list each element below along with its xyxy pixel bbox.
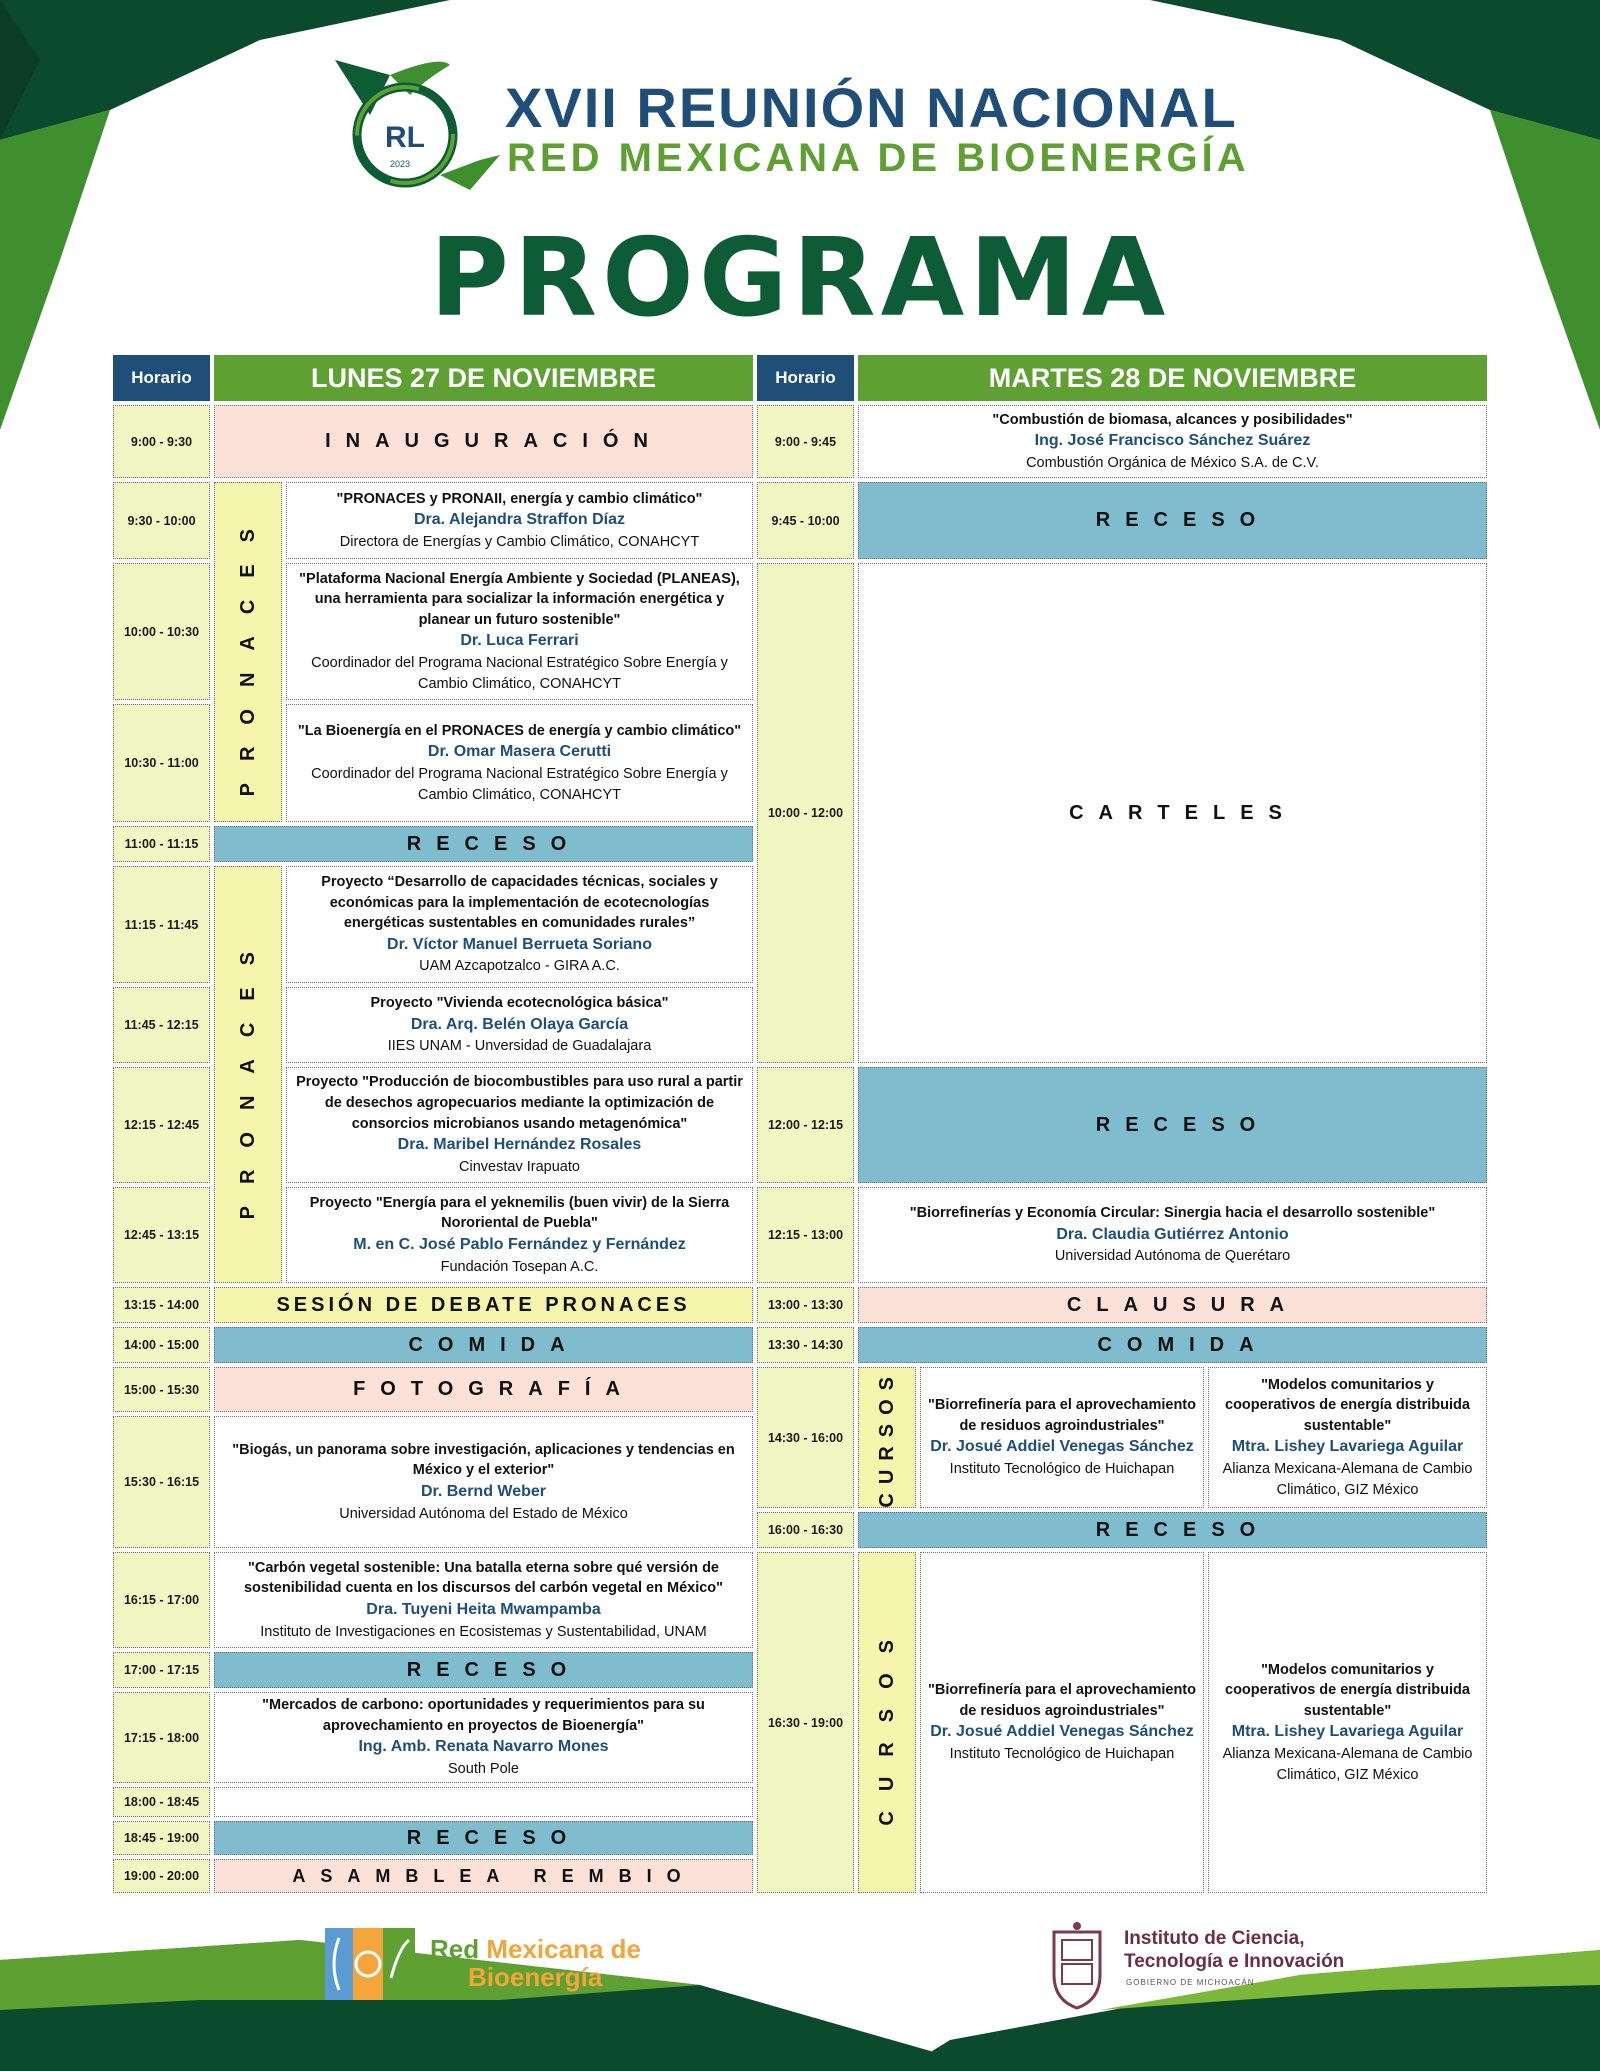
time-cell: 11:00 - 11:15 <box>113 826 210 862</box>
empty-block <box>214 1787 753 1817</box>
comida-block: COMIDA <box>858 1327 1487 1363</box>
time-cell: 10:30 - 11:00 <box>113 704 210 822</box>
talk-block: Proyecto "Energía para el yeknemilis (buen vivir) de la Sierra Nororiental de Puebla" M. en C. José Pablo Fernández y Fernández Fundación Tosepan A.C. <box>286 1187 753 1283</box>
event-title: XVII REUNIÓN NACIONAL <box>505 76 1238 139</box>
time-cell: 13:15 - 14:00 <box>113 1287 210 1323</box>
icti-name-line1: Instituto de Ciencia, <box>1124 1928 1305 1949</box>
talk-block: "La Bioenergía en el PRONACES de energía y cambio climático" Dr. Omar Masera Cerutti Coordinador del Programa Nacional Estratégico Sobre Energía y Cambio Climático, CONAHCYT <box>286 704 753 822</box>
time-cell: 9:00 - 9:30 <box>113 405 210 478</box>
time-cell: 13:30 - 14:30 <box>757 1327 854 1363</box>
talk-block: "Biogás, un panorama sobre investigación, aplicaciones y tendencias en México y el exterior" Dr. Bernd Weber Universidad Autónoma del Estado de México <box>214 1416 753 1548</box>
course-block: "Modelos comunitarios y cooperativos de energía distribuida sustentable" Mtra. Lishey Lavariega Aguilar Alianza Mexicana-Alemana de Cambio Climático, GIZ México <box>1208 1552 1487 1893</box>
time-cell: 10:00 - 12:00 <box>757 563 854 1063</box>
receso-block: RECESO <box>858 482 1487 559</box>
pronaces-label: PRONACES <box>214 482 282 822</box>
time-cell: 9:30 - 10:00 <box>113 482 210 559</box>
time-cell: 9:45 - 10:00 <box>757 482 854 559</box>
event-subtitle: RED MEXICANA DE BIOENERGÍA <box>507 136 1250 180</box>
cursos-label: CURSOS <box>858 1552 916 1893</box>
time-cell: 12:45 - 13:15 <box>113 1187 210 1283</box>
talk-block: Proyecto "Producción de biocombustibles para uso rural a partir de desechos agropecuarios mediante la optimización de consorcios microbianos usando metagenómica" Dra. Maribel Hernández Rosales Cinvestav Irapuato <box>286 1067 753 1183</box>
talk-block: Proyecto "Vivienda ecotecnológica básica" Dra. Arq. Belén Olaya García IIES UNAM - Unversidad de Guadalajara <box>286 987 753 1063</box>
rembio-logo-icon <box>325 1928 415 2000</box>
talk-block: "Biorrefinerías y Economía Circular: Sinergia hacia el desarrollo sostenible" Dra. Claudia Gutiérrez Antonio Universidad Autónoma de Querétaro <box>858 1187 1487 1283</box>
rembio-logo <box>325 1928 415 2000</box>
carteles-block: CARTELES <box>858 563 1487 1063</box>
fotografia-block: FOTOGRAFÍA <box>214 1367 753 1412</box>
time-cell: 17:00 - 17:15 <box>113 1652 210 1688</box>
time-cell: 10:00 - 10:30 <box>113 563 210 700</box>
pronaces-label: PRONACES <box>214 866 282 1283</box>
michoacan-seal <box>1048 1920 1106 2010</box>
icti-government: GOBIERNO DE MICHOACÁN <box>1126 1978 1255 1987</box>
icti-name-line2: Tecnología e Innovación <box>1124 1951 1345 1972</box>
day-header-monday: LUNES 27 DE NOVIEMBRE <box>214 355 753 401</box>
time-cell: 12:15 - 12:45 <box>113 1067 210 1183</box>
receso-block: RECESO <box>214 826 753 862</box>
talk-block: "Carbón vegetal sostenible: Una batalla eterna sobre qué versión de sostenibilidad cuenta en los discursos del carbón vegetal en México" Dra. Tuyeni Heita Mwampamba Instituto de Investigaciones en Ecosistemas y Sustentabilidad, UNAM <box>214 1552 753 1648</box>
talk-block: "Plataforma Nacional Energía Ambiente y Sociedad (PLANEAS), una herramienta para socializar la información energética y planear un futuro sostenible" Dr. Luca Ferrari Coordinador del Programa Nacional Estratégico Sobre Energía y Cambio Climático, CONAHCYT <box>286 563 753 700</box>
course-block: "Biorrefinería para el aprovechamiento de residuos agroindustriales" Dr. Josué Addiel Venegas Sánchez Instituto Tecnológico de Huichapan <box>920 1552 1204 1893</box>
rembio-wordmark-line2: Bioenergía <box>468 1962 603 1992</box>
time-cell: 13:00 - 13:30 <box>757 1287 854 1323</box>
time-cell: 12:15 - 13:00 <box>757 1187 854 1283</box>
time-cell: 15:00 - 15:30 <box>113 1367 210 1412</box>
time-cell: 19:00 - 20:00 <box>113 1859 210 1893</box>
talk-block: "Combustión de biomasa, alcances y posibilidades" Ing. José Francisco Sánchez Suárez Combustión Orgánica de México S.A. de C.V. <box>858 405 1487 478</box>
rembio-wordmark: Red Mexicana de <box>430 1934 641 1964</box>
horario-header-monday: Horario <box>113 355 210 401</box>
time-cell: 16:00 - 16:30 <box>757 1512 854 1548</box>
clausura-block: CLAUSURA <box>858 1287 1487 1323</box>
time-cell: 18:45 - 19:00 <box>113 1821 210 1855</box>
time-cell: 16:15 - 17:00 <box>113 1552 210 1648</box>
michoacan-seal-icon <box>1048 1920 1106 2010</box>
inauguracion-block: INAUGURACIÓN <box>214 405 753 478</box>
time-cell: 14:30 - 16:00 <box>757 1367 854 1508</box>
receso-block: RECESO <box>214 1652 753 1688</box>
receso-block: RECESO <box>858 1067 1487 1183</box>
talk-block: "Mercados de carbono: oportunidades y requerimientos para su aprovechamiento en proyectos de Bioenergía" Ing. Amb. Renata Navarro Mones South Pole <box>214 1692 753 1783</box>
asamblea-block: ASAMBLEA REMBIO <box>214 1859 753 1893</box>
time-cell: 17:15 - 18:00 <box>113 1692 210 1783</box>
receso-block: RECESO <box>214 1821 753 1855</box>
logo-monogram: RL <box>385 121 425 154</box>
time-cell: 18:00 - 18:45 <box>113 1787 210 1817</box>
time-cell: 15:30 - 16:15 <box>113 1416 210 1548</box>
time-cell: 11:15 - 11:45 <box>113 866 210 983</box>
talk-block: "PRONACES y PRONAII, energía y cambio climático" Dra. Alejandra Straffon Díaz Directora de Energías y Cambio Climático, CONAHCYT <box>286 482 753 559</box>
time-cell: 9:00 - 9:45 <box>757 405 854 478</box>
time-cell: 16:30 - 19:00 <box>757 1552 854 1893</box>
logo-year: 2023 <box>390 159 411 169</box>
rembio-leaf-logo <box>330 55 505 195</box>
comida-block: COMIDA <box>214 1327 753 1363</box>
time-cell: 11:45 - 12:15 <box>113 987 210 1063</box>
receso-block: RECESO <box>858 1512 1487 1548</box>
talk-block: Proyecto “Desarrollo de capacidades técnicas, sociales y económicas para la implementación de ecotecnologías energéticas sustentables en comunidades rurales” Dr. Víctor Manuel Berrueta Soriano UAM Azcapotzalco - GIRA A.C. <box>286 866 753 983</box>
day-header-tuesday: MARTES 28 DE NOVIEMBRE <box>858 355 1487 401</box>
horario-header-tuesday: Horario <box>757 355 854 401</box>
debate-block: SESIÓN DE DEBATE PRONACES <box>214 1287 753 1323</box>
time-cell: 12:00 - 12:15 <box>757 1067 854 1183</box>
course-block: "Modelos comunitarios y cooperativos de energía distribuida sustentable" Mtra. Lishey Lavariega Aguilar Alianza Mexicana-Alemana de Cambio Climático, GIZ México <box>1208 1367 1487 1508</box>
cursos-label: CURSOS <box>858 1367 916 1508</box>
time-cell: 14:00 - 15:00 <box>113 1327 210 1363</box>
program-title: PROGRAMA <box>429 216 1171 341</box>
course-block: "Biorrefinería para el aprovechamiento de residuos agroindustriales" Dr. Josué Addiel Venegas Sánchez Instituto Tecnológico de Huichapan <box>920 1367 1204 1508</box>
